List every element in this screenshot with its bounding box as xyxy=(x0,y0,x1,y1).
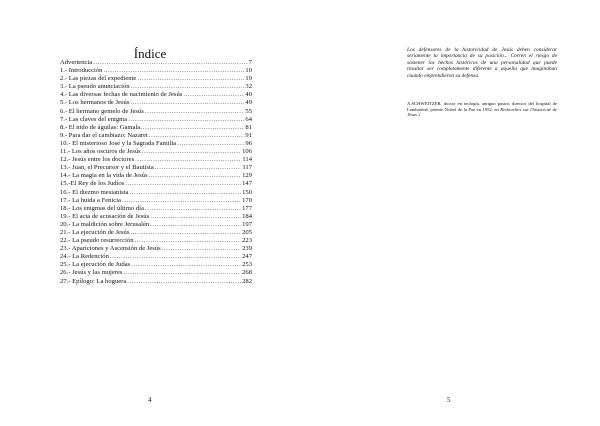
toc-entry-leader xyxy=(131,83,245,91)
toc-entry-label: 17.- La huida a Fenicia xyxy=(60,196,121,204)
toc-entry-label: 26.- Jesús y las mujeres xyxy=(60,269,123,277)
toc-entry xyxy=(60,132,252,140)
toc-entry-label: 3.- La pseudo anunciación xyxy=(60,83,130,91)
toc-entry-leader xyxy=(93,59,247,67)
toc-entry-page: 7 xyxy=(248,59,252,66)
toc-entry-leader xyxy=(103,67,244,75)
toc-entry-leader xyxy=(149,172,242,180)
toc-entry xyxy=(60,221,252,229)
toc-entry-page: 49 xyxy=(245,99,252,107)
page-number-right: 5 xyxy=(447,396,451,404)
toc-entry-page: 96 xyxy=(245,139,252,147)
toc-entry xyxy=(60,116,252,124)
toc-entry-label: 16.- El diezmo mesianista xyxy=(60,188,129,196)
attribution-text: A.SCHWEITZER, doctor en teología, antiguo pastor, director del hospital de Lambaréné, premio Nobel de la Paz en 1952, en xyxy=(407,101,557,112)
toc-entry-page: 147 xyxy=(242,180,252,188)
toc-entry-leader xyxy=(137,75,244,83)
toc-entry-page: 282 xyxy=(242,277,252,285)
toc-entry-leader xyxy=(162,245,241,253)
toc-entry-label: 8.- El nido de águilas: Gamala. xyxy=(60,123,142,131)
toc-entry-label: 18.- Los enigmas del último día xyxy=(60,204,144,212)
toc-entry-leader xyxy=(122,197,241,205)
toc-entry-label: 7.- Las claves del enigma xyxy=(60,115,128,123)
toc-entry-leader xyxy=(149,132,245,140)
attribution-end: .) xyxy=(416,112,420,118)
toc-entry-page: 170 xyxy=(242,196,252,204)
toc-entry xyxy=(60,83,252,91)
toc-entry-label: 14.- La magia en la vida de Jesús xyxy=(60,172,148,180)
toc-entry-label: 15.-El Rey de los Judíos xyxy=(60,180,125,188)
toc-entry-leader xyxy=(129,189,241,197)
page-number-left: 4 xyxy=(148,396,152,404)
toc-entry-leader xyxy=(145,108,245,116)
toc-entry xyxy=(60,261,252,269)
toc-entry xyxy=(60,269,252,277)
toc-entry xyxy=(60,245,252,253)
toc-entry-leader xyxy=(123,269,241,277)
toc-entry xyxy=(60,172,252,180)
toc-entry-page: 197 xyxy=(242,220,252,228)
toc-entry-leader xyxy=(155,164,242,172)
toc-entry-label: 24.- La Redención xyxy=(60,253,109,261)
epigraph: Los defensores de la historicidad de Jesús deben considerar seriamente la importancia de su posición... Corren el riesgo de sostener los hechos históricos de una personalidad que puede resultar ser completamente diferente a aquella que imaginaban cuando emprendieron su defensa. xyxy=(407,47,557,79)
toc-entry-page: 150 xyxy=(242,188,252,196)
toc-entry xyxy=(60,237,252,245)
toc-entry-label: 4.- Las diversas fechas de nacimiento de Jesús xyxy=(60,91,183,99)
toc-entry-page: 268 xyxy=(242,269,252,277)
toc-entry-page: 64 xyxy=(245,115,252,123)
toc-entry-label: 25.- La ejecución de Judas xyxy=(60,261,131,269)
toc-entry-label: Advertencia xyxy=(60,59,93,66)
toc-entry-label: 19.- El acta de acusación de Jesús xyxy=(60,212,150,220)
toc-entry-label: 10.- El misterioso José y la Sagrada Familia xyxy=(60,139,177,147)
toc-entry-page: 106 xyxy=(242,148,252,156)
toc-entry xyxy=(60,99,252,107)
toc-entry-label: 12.- Jesús entre los doctores xyxy=(60,156,135,164)
toc-entry-page: 114 xyxy=(242,156,252,164)
toc-entry xyxy=(60,180,252,188)
toc-entry-leader xyxy=(143,124,245,132)
toc-entry xyxy=(60,189,252,197)
toc-entry-page: 205 xyxy=(242,228,252,236)
toc-entry xyxy=(60,205,252,213)
toc-entry-label: 11.- Los años oscuros de Jesús xyxy=(60,148,141,156)
toc-entry-leader xyxy=(130,99,244,107)
toc-entry xyxy=(60,278,252,286)
toc-entry xyxy=(60,164,252,172)
toc-entry-label: 22.- La pseudo resurrección xyxy=(60,237,134,245)
toc-entry-leader xyxy=(145,205,241,213)
toc-entry-page: 129 xyxy=(242,172,252,180)
toc-entry-leader xyxy=(127,278,241,286)
toc-entry-leader xyxy=(131,261,241,269)
toc-list xyxy=(60,59,252,286)
toc-entry-label: 20.- La maldición sobre Jerusalén xyxy=(60,220,150,228)
toc-entry-page: 223 xyxy=(242,237,252,245)
toc-entry-page: 177 xyxy=(242,204,252,212)
toc-entry xyxy=(60,108,252,116)
toc-entry-leader xyxy=(177,140,244,148)
toc-title: Índice xyxy=(133,46,167,61)
toc-entry-label: 23.- Apariciones y Ascensión de Jesús xyxy=(60,245,161,253)
toc-entry xyxy=(60,148,252,156)
epigraph-attribution xyxy=(407,101,557,118)
toc-entry xyxy=(60,91,252,99)
attribution-work-title: Recherches sur l'historicité de Jésus xyxy=(407,106,557,118)
toc-entry xyxy=(60,156,252,164)
toc-entry-leader xyxy=(125,180,241,188)
toc-entry-leader xyxy=(135,237,242,245)
toc-entry-page: 32 xyxy=(245,83,252,91)
toc-entry-label: 1.- Introducción xyxy=(60,67,103,75)
toc-entry-page: 184 xyxy=(242,212,252,220)
toc-entry xyxy=(60,75,252,83)
toc-entry-page: 55 xyxy=(245,107,252,115)
toc-entry-leader xyxy=(150,213,241,221)
toc-entry xyxy=(60,67,252,75)
toc-entry-label: 13.- Juan, el Precursor y el Bautista xyxy=(60,164,154,172)
toc-entry-leader xyxy=(183,91,244,99)
toc-entry xyxy=(60,213,252,221)
toc-entry xyxy=(60,197,252,205)
toc-entry-page: 91 xyxy=(245,131,252,139)
toc-entry-page: 81 xyxy=(245,123,252,131)
toc-entry-page: 117 xyxy=(242,164,252,172)
toc-entry-label: 21.- La ejecución de Jesús xyxy=(60,228,130,236)
toc-entry-label: 6.- El hermano gemelo de Jesús xyxy=(60,107,144,115)
toc-entry-label: 2.- Las piezas del expediente xyxy=(60,75,137,83)
toc-entry-label: 27.- Epílogo: La hoguera xyxy=(60,277,127,285)
toc-entry xyxy=(60,124,252,132)
toc-entry xyxy=(60,140,252,148)
toc-entry-leader xyxy=(135,156,241,164)
toc-entry-page: 10 xyxy=(245,67,252,75)
toc-entry xyxy=(60,253,252,261)
toc-entry-label: 5.- Los hermanos de Jesús xyxy=(60,99,130,107)
toc-entry-leader xyxy=(130,229,241,237)
toc-entry-page: 239 xyxy=(242,245,252,253)
toc-entry-page: 253 xyxy=(242,261,252,269)
toc-entry-leader xyxy=(150,221,241,229)
toc-entry-leader xyxy=(142,148,241,156)
toc-entry xyxy=(60,229,252,237)
toc-entry-page: 19 xyxy=(245,75,252,83)
toc-entry-label: 9.- Para dar el cambiazo: Nazaret xyxy=(60,131,148,139)
toc-entry-leader xyxy=(128,116,244,124)
right-page xyxy=(300,0,600,426)
toc-entry xyxy=(60,59,252,67)
toc-entry-leader xyxy=(110,253,241,261)
toc-entry-page: 247 xyxy=(242,253,252,261)
toc-entry-page: 40 xyxy=(245,91,252,99)
